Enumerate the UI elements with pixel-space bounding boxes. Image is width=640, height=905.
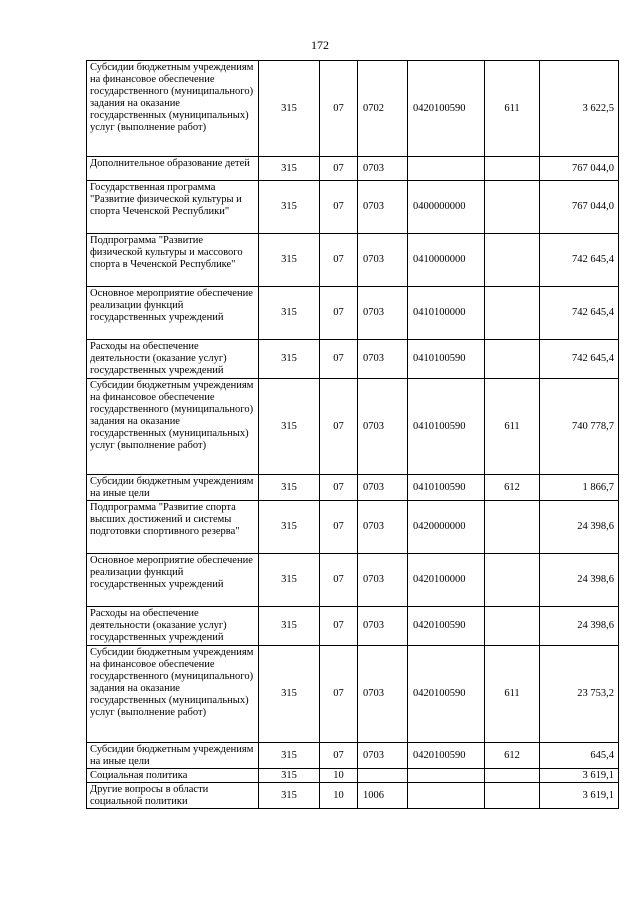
- cell-expense-type: [485, 554, 540, 607]
- cell-target-article: [408, 769, 485, 783]
- cell-amount: 767 044,0: [540, 157, 619, 181]
- table-row: [87, 181, 619, 234]
- cell-expense-type: [485, 769, 540, 783]
- cell-expense-type: [485, 783, 540, 809]
- cell-subsection: 0703: [358, 379, 408, 475]
- cell-subsection: 0703: [358, 501, 408, 554]
- cell-admin-code: 315: [259, 607, 320, 646]
- cell-subsection: 0703: [358, 181, 408, 234]
- cell-expense-type: [485, 340, 540, 379]
- cell-amount: 645,4: [540, 743, 619, 769]
- cell-target-article: 0400000000: [408, 181, 485, 234]
- budget-table-body: [87, 61, 619, 809]
- table-row: [87, 769, 619, 783]
- cell-target-article: 0420000000: [408, 501, 485, 554]
- cell-expense-type: [485, 181, 540, 234]
- cell-target-article: 0420100590: [408, 61, 485, 157]
- cell-admin-code: 315: [259, 475, 320, 501]
- cell-amount: 742 645,4: [540, 287, 619, 340]
- cell-subsection: 0703: [358, 646, 408, 743]
- cell-expense-type: 612: [485, 743, 540, 769]
- cell-name: Основное мероприятие обеспечение реализации функций государственных учреждений: [87, 554, 259, 607]
- cell-admin-code: 315: [259, 554, 320, 607]
- cell-name: Субсидии бюджетным учреждениям на иные цели: [87, 743, 259, 769]
- cell-subsection: 0702: [358, 61, 408, 157]
- cell-name: Расходы на обеспечение деятельности (оказание услуг) государственных учреждений: [87, 607, 259, 646]
- cell-section: 07: [320, 287, 358, 340]
- cell-name: Дополнительное образование детей: [87, 157, 259, 181]
- cell-section: 10: [320, 769, 358, 783]
- cell-target-article: 0420100590: [408, 607, 485, 646]
- cell-amount: 1 866,7: [540, 475, 619, 501]
- cell-section: 07: [320, 607, 358, 646]
- cell-admin-code: 315: [259, 783, 320, 809]
- cell-amount: 23 753,2: [540, 646, 619, 743]
- cell-admin-code: 315: [259, 743, 320, 769]
- cell-section: 07: [320, 501, 358, 554]
- cell-admin-code: 315: [259, 340, 320, 379]
- cell-expense-type: 612: [485, 475, 540, 501]
- cell-subsection: 0703: [358, 554, 408, 607]
- table-row: [87, 501, 619, 554]
- cell-admin-code: 315: [259, 769, 320, 783]
- cell-subsection: [358, 769, 408, 783]
- cell-name: Субсидии бюджетным учреждениям на финансовое обеспечение государственного (муниципального) задания на оказание государственных (муниципальных) услуг (выполнение работ): [87, 646, 259, 743]
- table-row: [87, 607, 619, 646]
- table-row: [87, 379, 619, 475]
- cell-section: 07: [320, 340, 358, 379]
- cell-section: 07: [320, 379, 358, 475]
- cell-name: Субсидии бюджетным учреждениям на иные цели: [87, 475, 259, 501]
- cell-section: 07: [320, 646, 358, 743]
- cell-section: 07: [320, 475, 358, 501]
- cell-target-article: [408, 783, 485, 809]
- cell-target-article: 0420100590: [408, 743, 485, 769]
- cell-admin-code: 315: [259, 501, 320, 554]
- cell-section: 07: [320, 61, 358, 157]
- cell-target-article: [408, 157, 485, 181]
- budget-table: [86, 60, 619, 809]
- cell-name: Субсидии бюджетным учреждениям на финансовое обеспечение государственного (муниципального) задания на оказание государственных (муниципальных) услуг (выполнение работ): [87, 379, 259, 475]
- cell-admin-code: 315: [259, 181, 320, 234]
- cell-section: 07: [320, 157, 358, 181]
- table-row: [87, 783, 619, 809]
- cell-amount: 742 645,4: [540, 234, 619, 287]
- cell-section: 07: [320, 554, 358, 607]
- cell-target-article: 0410100590: [408, 340, 485, 379]
- table-row: [87, 61, 619, 157]
- table-row: [87, 646, 619, 743]
- cell-admin-code: 315: [259, 234, 320, 287]
- cell-amount: 742 645,4: [540, 340, 619, 379]
- cell-name: Подпрограмма "Развитие спорта высших достижений и системы подготовки спортивного резерва": [87, 501, 259, 554]
- cell-amount: 3 619,1: [540, 769, 619, 783]
- cell-name: Социальная политика: [87, 769, 259, 783]
- cell-name: Расходы на обеспечение деятельности (оказание услуг) государственных учреждений: [87, 340, 259, 379]
- cell-amount: 767 044,0: [540, 181, 619, 234]
- cell-target-article: 0420100000: [408, 554, 485, 607]
- table-row: [87, 743, 619, 769]
- cell-section: 07: [320, 181, 358, 234]
- page-number: 172: [311, 38, 329, 52]
- cell-expense-type: [485, 234, 540, 287]
- cell-expense-type: [485, 501, 540, 554]
- cell-expense-type: 611: [485, 379, 540, 475]
- cell-amount: 24 398,6: [540, 554, 619, 607]
- table-row: [87, 340, 619, 379]
- cell-subsection: 0703: [358, 287, 408, 340]
- cell-section: 07: [320, 234, 358, 287]
- cell-subsection: 0703: [358, 743, 408, 769]
- table-row: [87, 475, 619, 501]
- cell-expense-type: 611: [485, 61, 540, 157]
- cell-expense-type: [485, 607, 540, 646]
- cell-expense-type: [485, 157, 540, 181]
- cell-expense-type: 611: [485, 646, 540, 743]
- cell-target-article: 0410000000: [408, 234, 485, 287]
- table-row: [87, 554, 619, 607]
- cell-name: Другие вопросы в области социальной политики: [87, 783, 259, 809]
- cell-amount: 24 398,6: [540, 501, 619, 554]
- table-row: [87, 287, 619, 340]
- cell-target-article: 0410100590: [408, 379, 485, 475]
- cell-admin-code: 315: [259, 646, 320, 743]
- cell-subsection: 0703: [358, 234, 408, 287]
- cell-subsection: 0703: [358, 157, 408, 181]
- cell-admin-code: 315: [259, 287, 320, 340]
- cell-target-article: 0420100590: [408, 646, 485, 743]
- cell-section: 10: [320, 783, 358, 809]
- cell-amount: 3 619,1: [540, 783, 619, 809]
- cell-section: 07: [320, 743, 358, 769]
- cell-name: Подпрограмма "Развитие физической культуры и массового спорта в Чеченской Республике": [87, 234, 259, 287]
- cell-subsection: 0703: [358, 475, 408, 501]
- cell-expense-type: [485, 287, 540, 340]
- cell-amount: 740 778,7: [540, 379, 619, 475]
- cell-name: Основное мероприятие обеспечение реализации функций государственных учреждений: [87, 287, 259, 340]
- cell-amount: 24 398,6: [540, 607, 619, 646]
- cell-admin-code: 315: [259, 157, 320, 181]
- cell-subsection: 0703: [358, 340, 408, 379]
- cell-target-article: 0410100590: [408, 475, 485, 501]
- cell-target-article: 0410100000: [408, 287, 485, 340]
- cell-admin-code: 315: [259, 379, 320, 475]
- cell-admin-code: 315: [259, 61, 320, 157]
- cell-name: Государственная программа "Развитие физической культуры и спорта Чеченской Республики": [87, 181, 259, 234]
- cell-subsection: 1006: [358, 783, 408, 809]
- table-row: [87, 157, 619, 181]
- cell-amount: 3 622,5: [540, 61, 619, 157]
- table-row: [87, 234, 619, 287]
- cell-subsection: 0703: [358, 607, 408, 646]
- cell-name: Субсидии бюджетным учреждениям на финансовое обеспечение государственного (муниципального) задания на оказание государственных (муниципальных) услуг (выполнение работ): [87, 61, 259, 157]
